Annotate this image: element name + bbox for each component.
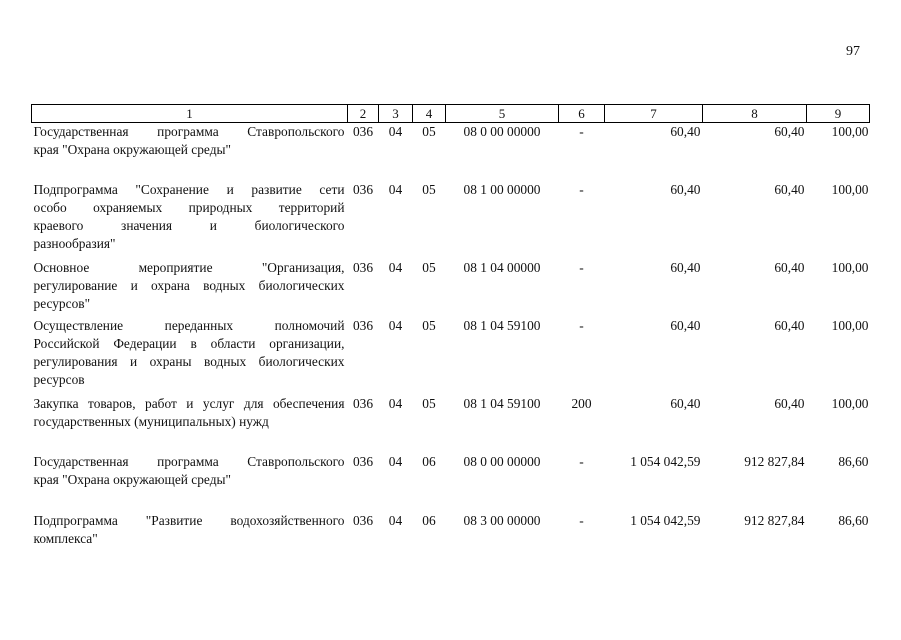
- row-name-cell: [32, 181, 348, 259]
- name-line: Российской Федерации в области организации,: [33, 335, 345, 351]
- table-row: [32, 181, 870, 259]
- column-header-4: 4: [413, 105, 446, 123]
- subsection-cell: 05: [422, 259, 436, 275]
- name-line: Подпрограмма "Развитие водохозяйственного: [33, 512, 345, 528]
- expense-type-cell: 200: [571, 395, 592, 411]
- executed-amount-cell: 60,40: [774, 181, 805, 197]
- name-line: ресурсов: [33, 371, 85, 387]
- code-cell: 036: [352, 395, 374, 411]
- percent-cell: 86,60: [838, 512, 869, 528]
- executed-amount-cell: 60,40: [774, 395, 805, 411]
- expense-type-cell: -: [579, 512, 584, 528]
- section-cell: 04: [388, 259, 403, 275]
- expense-type-cell: -: [579, 124, 584, 139]
- name-line: Государственная программа Ставропольского: [33, 453, 345, 469]
- subsection-cell: 05: [422, 395, 436, 411]
- subsection-cell: 05: [422, 124, 436, 139]
- row-name-cell: [32, 512, 348, 552]
- expense-type-cell: -: [579, 317, 584, 333]
- budget-table: [31, 104, 870, 552]
- code-cell: 036: [352, 317, 374, 333]
- section-cell: 04: [388, 317, 403, 333]
- target-article-cell: 08 0 00 00000: [463, 453, 541, 469]
- column-header-9: 9: [807, 105, 870, 123]
- column-header-1: 1: [32, 105, 348, 123]
- column-header-3: 3: [379, 105, 413, 123]
- code-cell: 036: [352, 453, 374, 469]
- row-name-cell: [32, 123, 348, 181]
- expense-type-cell: -: [579, 453, 584, 469]
- page-number: 97: [846, 44, 860, 59]
- percent-cell: 100,00: [831, 124, 869, 139]
- target-article-cell: 08 0 00 00000: [463, 124, 541, 139]
- subsection-cell: 05: [422, 317, 436, 333]
- name-line: края "Охрана окружающей среды": [33, 142, 231, 157]
- table-row: [32, 453, 870, 512]
- percent-cell: 100,00: [831, 259, 869, 275]
- row-name-cell: [32, 453, 348, 512]
- planned-amount-cell: 1 054 042,59: [630, 512, 701, 528]
- percent-cell: 100,00: [831, 181, 869, 197]
- target-article-cell: 08 1 04 59100: [463, 317, 541, 333]
- name-line: регулирования и охраны водных биологических: [33, 353, 345, 369]
- expense-type-cell: -: [579, 181, 584, 197]
- column-header-2: 2: [348, 105, 379, 123]
- planned-amount-cell: 60,40: [670, 317, 701, 333]
- table-header-row: [32, 105, 870, 123]
- table-row: [32, 512, 870, 552]
- executed-amount-cell: 60,40: [774, 124, 805, 139]
- table-row: [32, 123, 870, 181]
- name-line: особо охраняемых природных территорий: [33, 199, 345, 215]
- percent-cell: 100,00: [831, 317, 869, 333]
- name-line: Подпрограмма "Сохранение и развитие сети: [33, 181, 345, 197]
- executed-amount-cell: 60,40: [774, 317, 805, 333]
- executed-amount-cell: 912 827,84: [744, 453, 805, 469]
- name-line: края "Охрана окружающей среды": [33, 471, 231, 487]
- column-header-5: 5: [446, 105, 559, 123]
- name-line: Государственная программа Ставропольского: [33, 124, 345, 139]
- code-cell: 036: [352, 259, 374, 275]
- code-cell: 036: [352, 512, 374, 528]
- target-article-cell: 08 3 00 00000: [463, 512, 541, 528]
- planned-amount-cell: 1 054 042,59: [630, 453, 701, 469]
- name-line: Закупка товаров, работ и услуг для обеспечения: [33, 395, 345, 411]
- section-cell: 04: [388, 453, 403, 469]
- planned-amount-cell: 60,40: [670, 259, 701, 275]
- column-header-7: 7: [605, 105, 703, 123]
- executed-amount-cell: 912 827,84: [744, 512, 805, 528]
- name-line: Осуществление переданных полномочий: [33, 317, 345, 333]
- percent-cell: 86,60: [838, 453, 869, 469]
- row-name-cell: [32, 317, 348, 395]
- name-line: Основное мероприятие "Организация,: [33, 259, 345, 275]
- expense-type-cell: -: [579, 259, 584, 275]
- section-cell: 04: [388, 181, 403, 197]
- name-line: разнообразия": [33, 235, 116, 251]
- section-cell: 04: [388, 512, 403, 528]
- planned-amount-cell: 60,40: [670, 124, 701, 139]
- percent-cell: 100,00: [831, 395, 869, 411]
- executed-amount-cell: 60,40: [774, 259, 805, 275]
- code-cell: 036: [352, 181, 374, 197]
- subsection-cell: 06: [422, 512, 436, 528]
- column-header-6: 6: [559, 105, 605, 123]
- subsection-cell: 05: [422, 181, 436, 197]
- name-line: комплекса": [33, 530, 98, 546]
- table-row: [32, 259, 870, 317]
- column-header-8: 8: [703, 105, 807, 123]
- name-line: ресурсов": [33, 295, 91, 311]
- code-cell: 036: [352, 124, 374, 139]
- section-cell: 04: [388, 124, 403, 139]
- budget-table-container: [31, 104, 869, 552]
- target-article-cell: 08 1 00 00000: [463, 181, 541, 197]
- row-name-cell: [32, 259, 348, 317]
- planned-amount-cell: 60,40: [670, 181, 701, 197]
- target-article-cell: 08 1 04 00000: [463, 259, 541, 275]
- section-cell: 04: [388, 395, 403, 411]
- subsection-cell: 06: [422, 453, 436, 469]
- row-name-cell: [32, 395, 348, 453]
- name-line: краевого значения и биологического: [33, 217, 345, 233]
- name-line: государственных (муниципальных) нужд: [33, 413, 269, 429]
- table-row: [32, 395, 870, 453]
- name-line: регулирование и охрана водных биологических: [33, 277, 345, 293]
- target-article-cell: 08 1 04 59100: [463, 395, 541, 411]
- table-row: [32, 317, 870, 395]
- planned-amount-cell: 60,40: [670, 395, 701, 411]
